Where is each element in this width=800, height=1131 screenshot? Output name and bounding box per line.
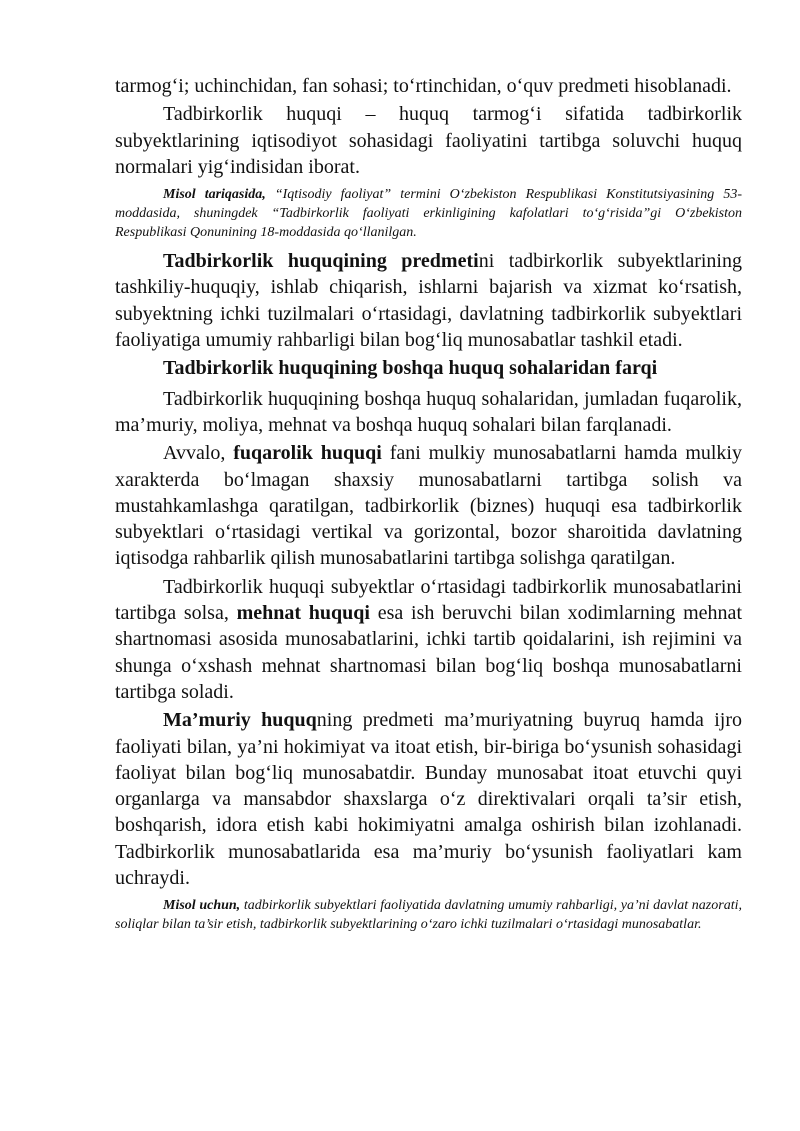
paragraph-administrative-law: Ma’muriy huquqning predmeti ma’muriyatning buyruq hamda ijro faoliyati bilan, ya’ni hokimiyat va itoat etish, bir-biriga bo‘ysunish sohasidagi faoliyat bilan bog‘liq munosabatdir. Bunday munosabat itoat etuvchi quyi organlarga va mansabdor shaxslarga o‘z direktivalari orqali ta’sir etish, boshqarish, idora etish kabi hokimiyatni amalga oshirish bilan izohlanadi. Tadbirkorlik munosabatlarida esa ma’muriy bo‘ysunish faoliyatlari kam uchraydi.: [115, 709, 742, 890]
paragraph-subject: Tadbirkorlik huquqining predmetini tadbirkorlik subyektlarining tashkiliy-huquqiy, ishlab chiqarish, ishlarni bajarish va xizmat ko‘rsatish, subyektning ichki tuzilmalari o‘rtasidagi, davlatning tadbirkorlik subyektlari faoliyatiga umumiy rahbarligi bilan bog‘liq munosabatlar tashkil etadi.: [115, 250, 742, 352]
paragraph-differences: Tadbirkorlik huquqining boshqa huquq sohalaridan, jumladan fuqarolik, ma’muriy, moliya, mehnat va boshqa huquq sohalari bilan farqlanadi.: [115, 387, 742, 436]
paragraph-definition: Tadbirkorlik huquqi – huquq tarmog‘i sifatida tadbirkorlik subyektlarining iqtisodiyot sohasidagi faoliyatini tartibga soluvchi huquq normalari yig‘indisidan iborat.: [115, 103, 742, 178]
section-heading: Tadbirkorlik huquqining boshqa huquq sohalaridan farqi: [163, 357, 658, 380]
paragraph-civil-law: Avvalo, fuqarolik huquqi fani mulkiy munosabatlarni hamda mulkiy xarakterda bo‘lmagan shaxsiy munosabatlarni tartibga solish va mustahkamlashga qaratilgan, tadbirkorlik (biznes) huquqi esa tadbirkorlik subyektlari o‘rtasidagi vertikal va gorizontal, bozor sharoitida davlatning iqtisodga rahbarlik qilish munosabatlarini tartibga solishga qaratilgan.: [115, 442, 742, 570]
term-bold: fuqarolik huquqi: [233, 442, 382, 465]
paragraph-1: tarmog‘i; uchinchidan, fan sohasi; to‘rtinchidan, o‘quv predmeti hisoblanadi.: [115, 75, 732, 97]
note-lead: Misol uchun,: [163, 898, 241, 914]
example-note-2: Misol uchun, tadbirkorlik subyektlari faoliyatida davlatning umumiy rahbarligi, ya’ni davlat nazorati, soliqlar bilan ta’sir etish, tadbirkorlik subyektlarining o‘zaro ichki tuzilmalari o‘rtasidagi munosabatlar.: [115, 898, 742, 933]
term-bold: Tadbirkorlik huquqining predmeti: [163, 250, 479, 273]
example-note-1: Misol tariqasida, “Iqtisodiy faoliyat” termini O‘zbekiston Respublikasi Konstitutsiyasining 53-moddasida, shuningdek “Tadbirkorlik faoliyati erkinligining kafolatlari to‘g‘risida”gi O‘zbekiston Respublikasi Qonunining 18-moddasida qo‘llanilgan.: [115, 187, 742, 241]
term-bold: Ma’muriy huquq: [163, 709, 317, 732]
term-bold: mehnat huquqi: [236, 602, 370, 625]
paragraph-labor-law: Tadbirkorlik huquqi subyektlar o‘rtasidagi tadbirkorlik munosabatlarini tartibga solsa, mehnat huquqi esa ish beruvchi bilan xodimlarning mehnat shartnomasi asosida munosabatlarini, ichki tartib qoidalarini, ish rejimini va shunga o‘xshash mehnat shartnomasi bilan bog‘liq boshqa munosabatlarni tartibga soladi.: [115, 575, 742, 703]
note-lead: Misol tariqasida,: [163, 187, 266, 203]
document-page: [115, 73, 742, 940]
